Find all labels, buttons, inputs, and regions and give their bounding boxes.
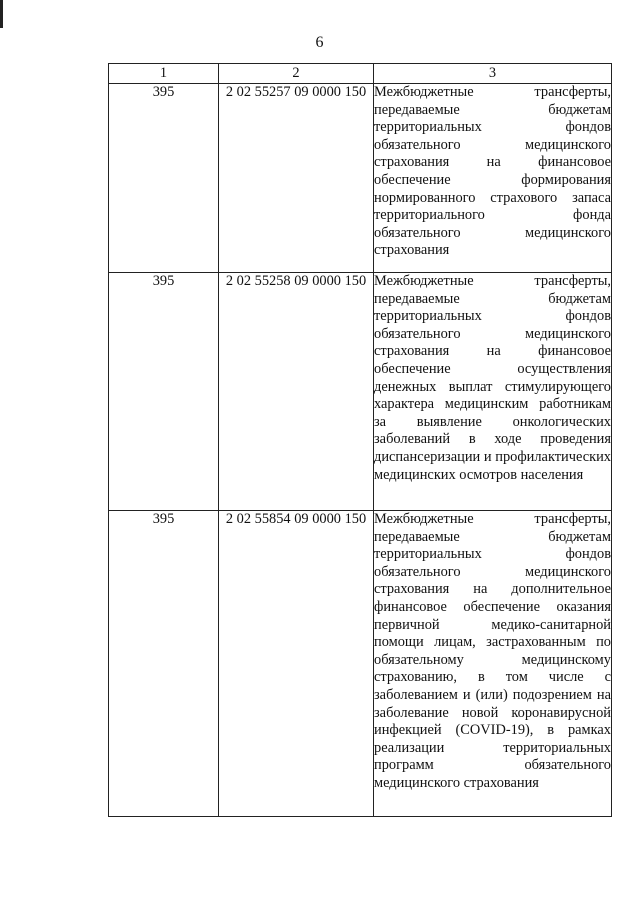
admin-code-cell: 395 — [109, 511, 219, 817]
table-row — [109, 511, 612, 817]
description-cell: Межбюджетные трансферты, передаваемые бюджетам территориальных фондов обязательного медицинского страхования на финансовое обеспечение формирования нормированного страхового запаса территориального фонда обязательного медицинского страхования — [374, 84, 612, 273]
column-header-2: 2 — [219, 64, 374, 84]
column-header-1: 1 — [109, 64, 219, 84]
page-number: 6 — [315, 34, 324, 51]
table-row — [109, 273, 612, 511]
table-row — [109, 84, 612, 273]
table-header-row — [109, 64, 612, 84]
kbk-code-cell: 2 02 55854 09 0000 150 — [219, 511, 374, 817]
kbk-code-cell: 2 02 55258 09 0000 150 — [219, 273, 374, 511]
admin-code-cell: 395 — [109, 84, 219, 273]
page-edge-mark — [0, 0, 3, 28]
description-cell: Межбюджетные трансферты, передаваемые бюджетам территориальных фондов обязательного медицинского страхования на финансовое обеспечение осуществления денежных выплат стимулирующего характера медицинским работникам за выявление онкологических заболеваний в ходе проведения диспансеризации и профилактических медицинских осмотров населения — [374, 273, 612, 511]
column-header-3: 3 — [374, 64, 612, 84]
admin-code-cell: 395 — [109, 273, 219, 511]
kbk-code-cell: 2 02 55257 09 0000 150 — [219, 84, 374, 273]
budget-table — [108, 63, 612, 817]
description-cell: Межбюджетные трансферты, передаваемые бюджетам территориальных фондов обязательного медицинского страхования на дополнительное финансовое обеспечение оказания первичной медико-санитарной помощи лицам, застрахованным по обязательному медицинскому страхованию, в том числе с заболеванием и (или) подозрением на заболевание новой коронавирусной инфекцией (COVID-19), в рамках реализации территориальных программ обязательного медицинского страхования — [374, 511, 612, 817]
